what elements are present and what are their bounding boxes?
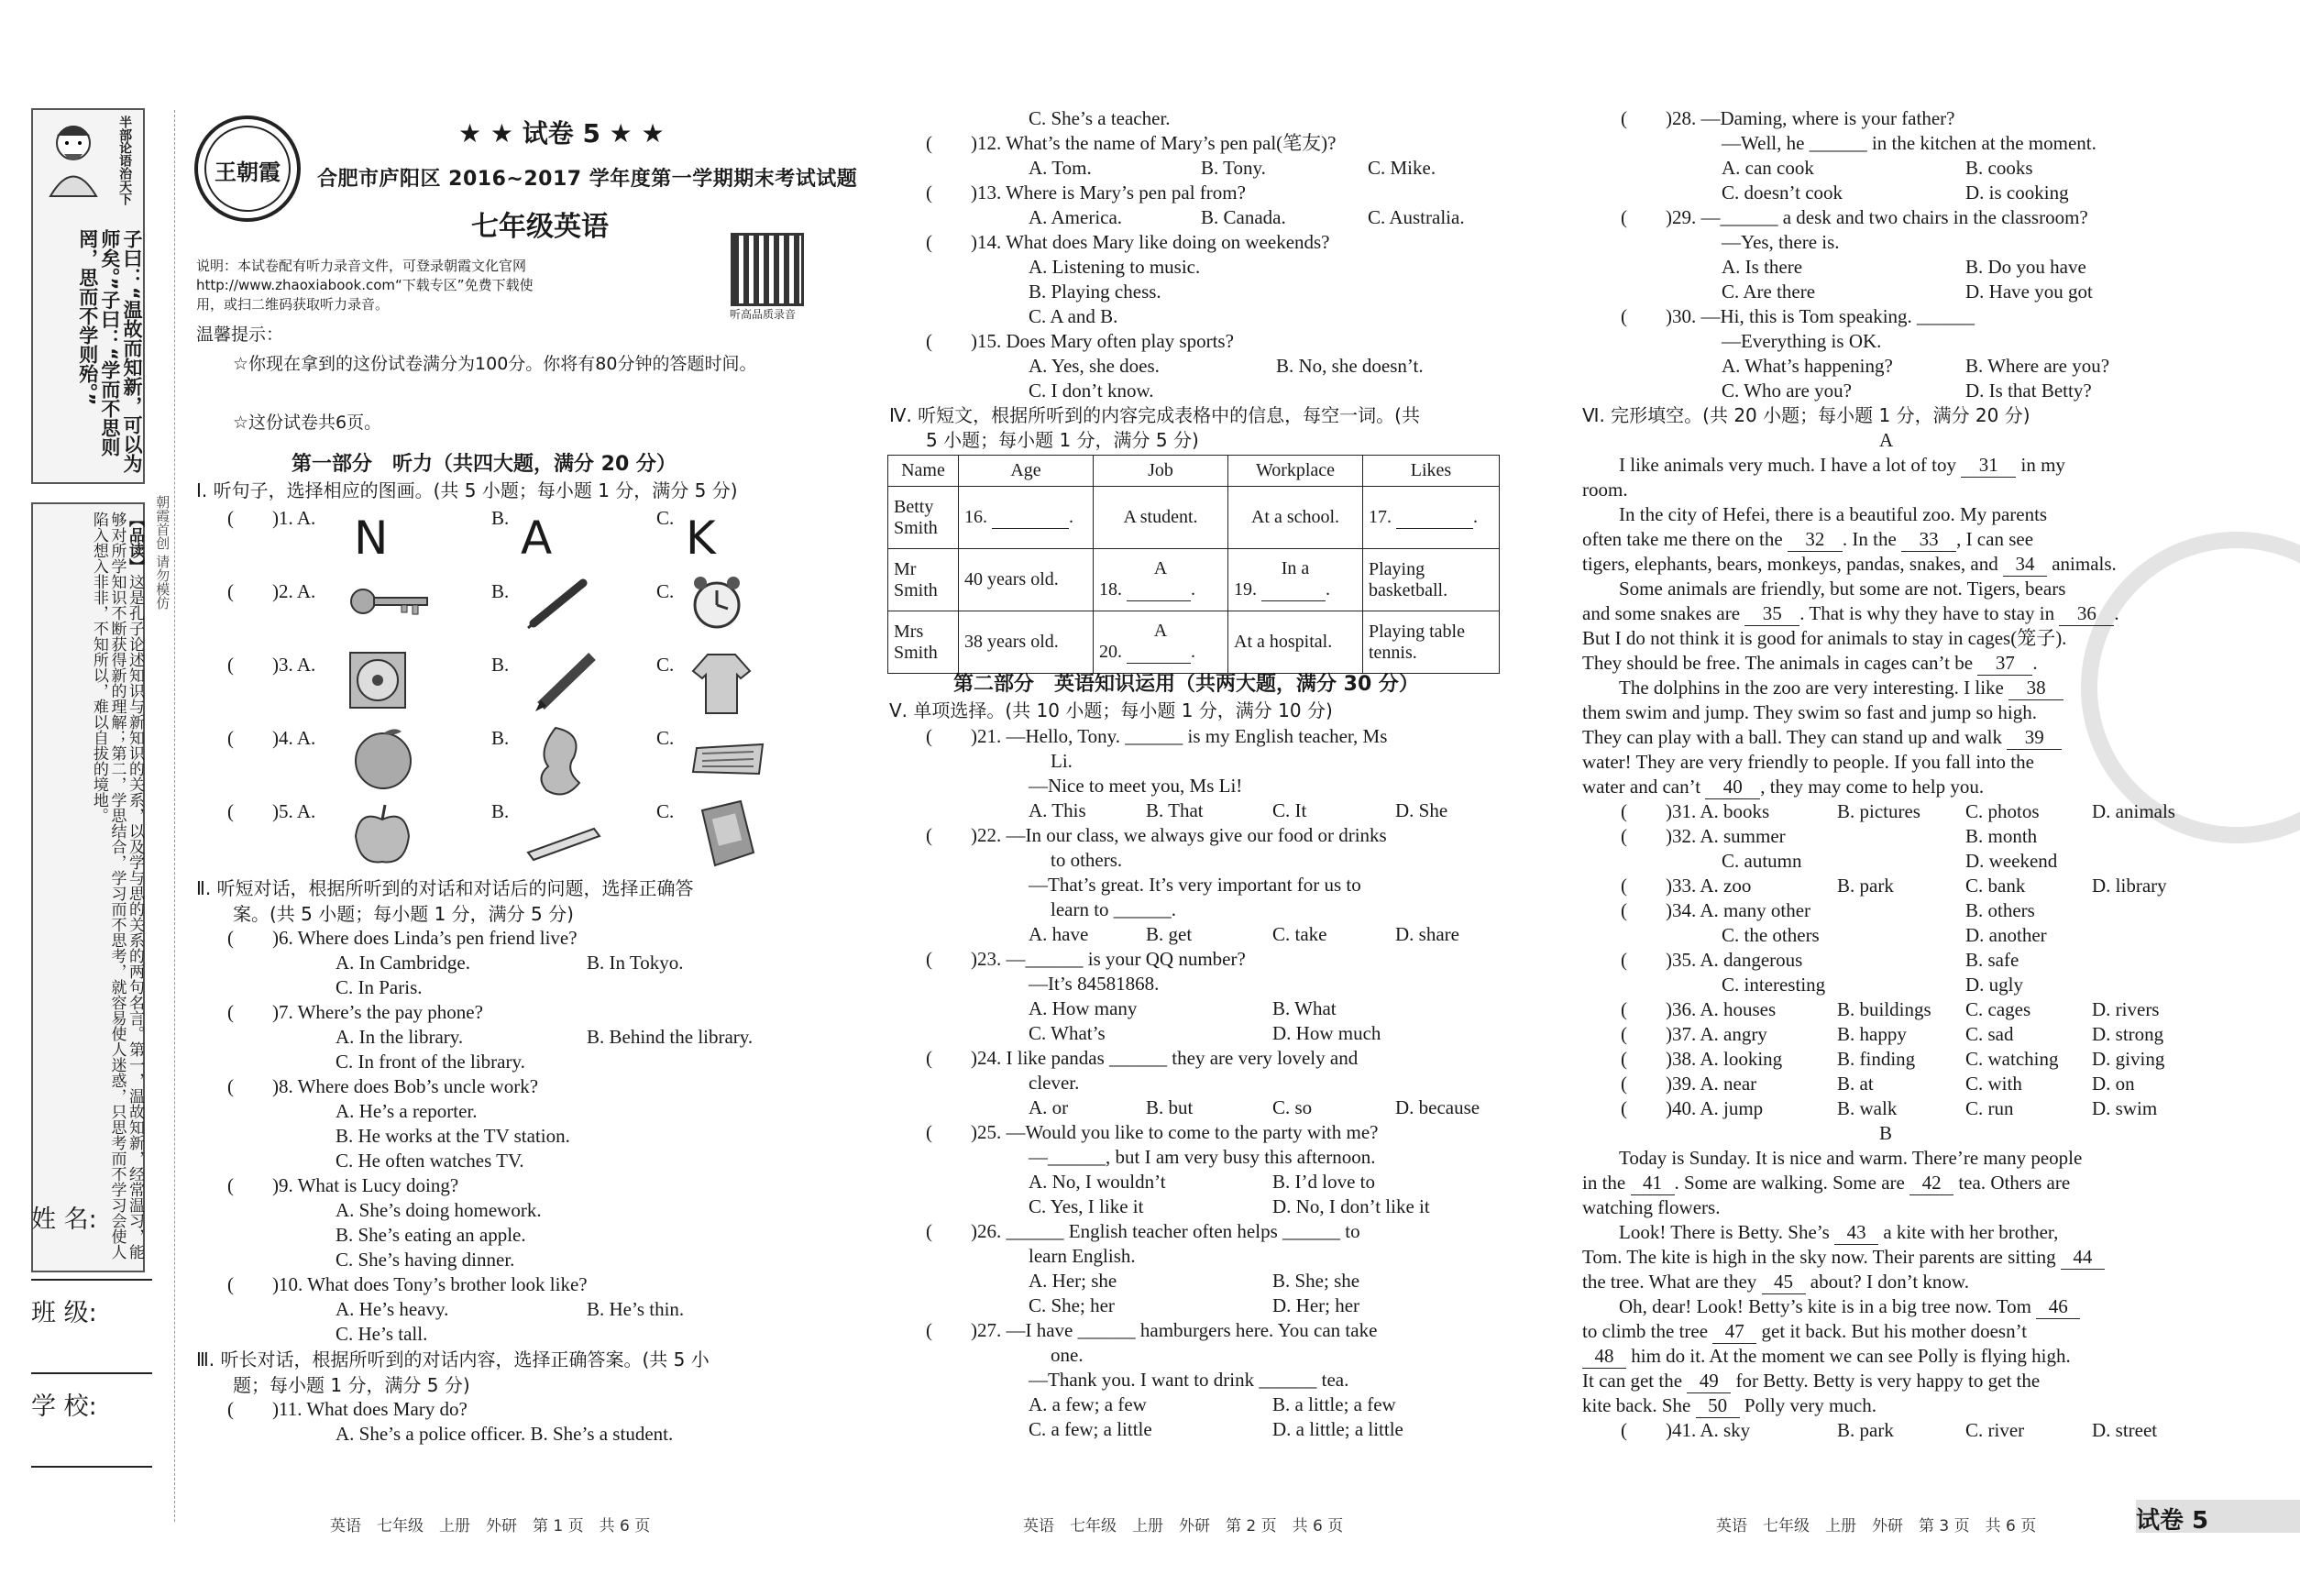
pb-l7: Oh, dear! Look! Betty’s kite is in a big tree now. Tom 46 <box>1619 1294 2080 1319</box>
pb-l10: It can get the 49 for Betty. Betty is very happy to get the <box>1582 1370 2041 1392</box>
q13-a: A. America. <box>1029 206 1123 228</box>
pa-l5: tigers, elephants, bears, monkeys, pandas, snakes, and 34 animals. <box>1582 553 2117 575</box>
tip-2: ☆这份试卷共6页。 <box>233 413 382 433</box>
name-field[interactable] <box>31 1199 160 1281</box>
q13-b: B. Canada. <box>1201 206 1286 228</box>
clock-icon <box>689 574 744 633</box>
confucius-figure <box>37 116 110 198</box>
cell-betty-job: A student. <box>1094 487 1228 549</box>
q26-d: D. Her; her <box>1272 1294 1360 1316</box>
q9-c: C. She’s having dinner. <box>336 1249 515 1271</box>
q32-b: B. month <box>1965 825 2038 847</box>
q36-c: C. cages <box>1965 998 2031 1020</box>
q36: ( )36. A. houses <box>1621 998 1777 1020</box>
pb-l6: the tree. What are they 45 about? I don’t know. <box>1582 1271 1969 1293</box>
q6-b: B. In Tokyo. <box>587 952 684 974</box>
pb-l11: kite back. She 50 Polly very much. <box>1582 1394 1876 1416</box>
q15-a: A. Yes, she does. <box>1029 355 1160 377</box>
q21-c: C. It <box>1272 799 1307 821</box>
q25-reply: —______, but I am very busy this afternoon. <box>1029 1146 1376 1168</box>
q30-a: A. What’s happening? <box>1722 355 1893 377</box>
q39: ( )39. A. near <box>1621 1073 1757 1095</box>
q29: ( )29. —______ a desk and two chairs in the classroom? <box>1621 206 2088 228</box>
q8-c: C. He often watches TV. <box>336 1150 524 1172</box>
mat-icon <box>689 741 766 777</box>
sec6-title: Ⅵ. 完形填空。(共 20 小题；每小题 1 分，满分 20 分) <box>1582 404 2030 426</box>
q28-a: A. can cook <box>1722 157 1814 179</box>
cd-icon <box>348 651 407 710</box>
q7-b: B. Behind the library. <box>587 1026 754 1048</box>
sec4-title-b: 5 小题；每小题 1 分，满分 5 分) <box>926 429 1199 451</box>
q6-a: A. In Cambridge. <box>336 952 470 974</box>
th-likes: Likes <box>1363 456 1500 487</box>
sidebar <box>31 108 145 1465</box>
q23-a: A. How many <box>1029 997 1138 1019</box>
q23-reply: —It’s 84581868. <box>1029 973 1160 995</box>
q1b: B. <box>491 507 510 529</box>
q25: ( )25. —Would you like to come to the party with me? <box>926 1121 1379 1143</box>
q6-c: C. In Paris. <box>336 976 423 998</box>
th-age: Age <box>959 456 1094 487</box>
pa-l7: and some snakes are 35 . That is why they have to stay in 36 . <box>1582 602 2119 624</box>
q29-b: B. Do you have <box>1965 256 2086 278</box>
pa-l8: But I do not think it is good for animals to stay in cages(笼子). <box>1582 627 2067 649</box>
q8-b: B. He works at the TV station. <box>336 1125 570 1147</box>
cell-18[interactable]: A 18. . <box>1094 549 1228 611</box>
sec4-title-a: Ⅳ. 听短文，根据所听到的内容完成表格中的信息，每空一词。(共 <box>889 404 1420 426</box>
apple-icon <box>350 801 414 867</box>
q41: ( )41. A. sky <box>1621 1419 1751 1441</box>
q36-b: B. buildings <box>1837 998 1931 1020</box>
q31-b: B. pictures <box>1837 800 1920 822</box>
q22-a: A. have <box>1029 923 1089 945</box>
pa-l4: often take me there on the 32 . In the 33 , I can see <box>1582 528 2034 550</box>
cell-betty-work: At a school. <box>1228 487 1363 549</box>
q40-d: D. swim <box>2092 1097 2158 1119</box>
school-label: 学 校: <box>31 1392 97 1421</box>
q11-c: C. She’s a teacher. <box>1029 107 1171 129</box>
q29-a: A. Is there <box>1722 256 1803 278</box>
pa-l13: water! They are very friendly to people. If you fall into the <box>1582 751 2034 773</box>
q40-b: B. walk <box>1837 1097 1898 1119</box>
q28-c: C. doesn’t cook <box>1722 182 1843 204</box>
q21-a: A. This <box>1029 799 1086 821</box>
q32-c: C. autumn <box>1722 850 1802 872</box>
q27-d: D. a little; a little <box>1272 1418 1403 1440</box>
q39-c: C. with <box>1965 1073 2022 1095</box>
q38: ( )38. A. looking <box>1621 1048 1783 1070</box>
pb-l5: Tom. The kite is high in the sky now. Their parents are sitting 44 <box>1582 1245 2105 1270</box>
footer-page3: 英语 七年级 上册 外研 第 3 页 共 6 页 <box>1716 1517 2037 1535</box>
pb-l8: to climb the tree 47 get it back. But his mother doesn’t <box>1582 1320 2028 1342</box>
tips-title: 温馨提示： <box>196 325 284 345</box>
pa-l6: Some animals are friendly, but some are not. Tigers, bears <box>1619 578 2066 600</box>
logo <box>193 114 303 224</box>
q41-d: D. street <box>2092 1419 2158 1441</box>
footer-page2: 英语 七年级 上册 外研 第 2 页 共 6 页 <box>1023 1517 1344 1535</box>
copyright-note: 朝霞首创 请勿模仿 <box>154 495 171 610</box>
q1c: C. <box>656 507 675 529</box>
cell-betty: Betty Smith <box>888 487 959 549</box>
q30-c: C. Who are you? <box>1722 380 1852 402</box>
q29-c: C. Are there <box>1722 281 1816 303</box>
q22-c: C. take <box>1272 923 1327 945</box>
dragon-icon <box>528 724 592 803</box>
cell-mr-age: 40 years old. <box>959 549 1094 611</box>
class-field[interactable] <box>31 1293 160 1374</box>
q27-b: B. a little; a few <box>1272 1393 1396 1415</box>
q9-b: B. She’s eating an apple. <box>336 1224 526 1246</box>
q26-b: B. She; she <box>1272 1270 1360 1292</box>
q21: ( )21. —Hello, Tony. ______ is my English teacher, Ms <box>926 725 1388 747</box>
sec2-title-a: Ⅱ. 听短对话，根据所听到的对话和对话后的问题，选择正确答 <box>196 877 694 899</box>
q23-d: D. How much <box>1272 1022 1381 1044</box>
th-workplace: Workplace <box>1228 456 1363 487</box>
pb-l2: in the 41 . Some are walking. Some are 42 tea. Others are <box>1582 1172 2071 1194</box>
letter-n: N <box>354 512 389 565</box>
q24-cont: clever. <box>1029 1072 1080 1094</box>
q5: ( )5. A. <box>227 800 316 822</box>
q24-a: A. or <box>1029 1096 1069 1118</box>
footer-exam-label: 试卷 5 <box>2136 1507 2209 1535</box>
q25-c: C. Yes, I like it <box>1029 1195 1144 1217</box>
q2: ( )2. A. <box>227 580 316 602</box>
q15-b: B. No, she doesn’t. <box>1276 355 1424 377</box>
q26-cont: learn English. <box>1029 1245 1136 1267</box>
q14: ( )14. What does Mary like doing on weekends? <box>926 231 1330 253</box>
q21-b: B. That <box>1146 799 1204 821</box>
pa-l10: The dolphins in the zoo are very interesting. I like 38 <box>1619 676 2063 700</box>
q12: ( )12. What’s the name of Mary’s pen pal(笔友)? <box>926 132 1337 154</box>
q31: ( )31. A. books <box>1621 800 1770 822</box>
q14-a: A. Listening to music. <box>1029 256 1201 278</box>
q40-c: C. run <box>1965 1097 2014 1119</box>
sec5-title: Ⅴ. 单项选择。(共 10 小题；每小题 1 分，满分 10 分) <box>889 699 1333 721</box>
q1: ( )1. A. <box>227 507 316 529</box>
q35-c: C. interesting <box>1722 974 1826 996</box>
q13: ( )13. Where is Mary’s pen pal from? <box>926 182 1246 204</box>
pb-l1: Today is Sunday. It is nice and warm. There’re many people <box>1619 1147 2083 1169</box>
q27-reply: —Thank you. I want to drink ______ tea. <box>1029 1369 1349 1391</box>
q28: ( )28. —Daming, where is your father? <box>1621 107 1955 129</box>
pa-l1: I like animals very much. I have a lot of toy 31 in my <box>1619 454 2065 476</box>
q26-c: C. She; her <box>1029 1294 1115 1316</box>
q10: ( )10. What does Tony’s brother look like? <box>227 1273 588 1295</box>
q7-a: A. In the library. <box>336 1026 464 1048</box>
q28-d: D. is cooking <box>1965 182 2069 204</box>
name-label: 姓 名: <box>31 1205 97 1234</box>
q37-c: C. sad <box>1965 1023 2014 1045</box>
q35-d: D. ugly <box>1965 974 2023 996</box>
pb-l3: watching flowers. <box>1582 1196 1721 1218</box>
q10-c: C. He’s tall. <box>336 1323 428 1345</box>
q4b: B. <box>491 727 510 749</box>
q34-d: D. another <box>1965 924 2047 946</box>
q24-c: C. so <box>1272 1096 1313 1118</box>
q32-d: D. weekend <box>1965 850 2058 872</box>
q21-cont: Li. <box>1051 750 1073 772</box>
q5c: C. <box>656 800 675 822</box>
watermark-seal <box>2081 532 2300 843</box>
cell-20[interactable]: A 20. . <box>1094 611 1228 674</box>
quote-box <box>31 108 145 484</box>
q28-b: B. cooks <box>1965 157 2033 179</box>
cell-mrs-likes: Playing table tennis. <box>1363 611 1500 674</box>
q8-a: A. He’s a reporter. <box>336 1100 478 1122</box>
q28-reply: —Well, he ______ in the kitchen at the moment. <box>1722 132 2096 154</box>
q27: ( )27. —I have ______ hamburgers here. You can take <box>926 1319 1378 1341</box>
q24-b: B. but <box>1146 1096 1194 1118</box>
binding-line <box>174 110 175 1522</box>
pb-l4: Look! There is Betty. She’s 43 a kite with her brother, <box>1619 1221 2059 1243</box>
footer-page1: 英语 七年级 上册 外研 第 1 页 共 6 页 <box>330 1517 651 1535</box>
part1-title: 第一部分 听力（共四大题，满分 20 分） <box>292 453 677 476</box>
q22-cont: to others. <box>1051 849 1123 871</box>
q26: ( )26. ______ English teacher often helps ______ to <box>926 1220 1360 1242</box>
q24-d: D. because <box>1395 1096 1480 1118</box>
cell-mr-smith: Mr Smith <box>888 549 959 611</box>
q22-reply2: learn to ______. <box>1051 898 1177 920</box>
q27-c: C. a few; a little <box>1029 1418 1152 1440</box>
class-label: 班 级: <box>31 1299 97 1327</box>
q37: ( )37. A. angry <box>1621 1023 1767 1045</box>
q23: ( )23. —______ is your QQ number? <box>926 948 1246 970</box>
letter-a: A <box>521 512 553 565</box>
q33: ( )33. A. zoo <box>1621 875 1752 897</box>
q22-d: D. share <box>1395 923 1459 945</box>
q39-d: D. on <box>2092 1073 2135 1095</box>
q3: ( )3. A. <box>227 654 316 676</box>
q11-ab: A. She’s a police officer. B. She’s a student. <box>336 1423 674 1445</box>
book-icon <box>693 798 757 871</box>
pa-l9: They should be free. The animals in cages can’t be 37 . <box>1582 652 2038 674</box>
q23-b: B. What <box>1272 997 1337 1019</box>
exam-title: 合肥市庐阳区 2016~2017 学年度第一学期期末考试试题 <box>317 168 858 191</box>
q23-c: C. What’s <box>1029 1022 1106 1044</box>
q12-c: C. Mike. <box>1368 157 1436 179</box>
q35: ( )35. A. dangerous <box>1621 949 1803 971</box>
q41-c: C. river <box>1965 1419 2025 1441</box>
exam-subject: 七年级英语 <box>471 211 609 243</box>
q4: ( )4. A. <box>227 727 316 749</box>
letter-k: K <box>686 512 716 565</box>
q7-c: C. In front of the library. <box>336 1051 525 1073</box>
q12-a: A. Tom. <box>1029 157 1092 179</box>
q22-reply: —That’s great. It’s very important for us to <box>1029 874 1361 896</box>
q25-a: A. No, I wouldn’t <box>1029 1171 1166 1193</box>
q36-d: D. rivers <box>2092 998 2160 1020</box>
cell-mr-likes: Playing basketball. <box>1363 549 1500 611</box>
pindu-label: 【品读】 <box>126 512 144 574</box>
pa-l11: them swim and jump. They swim so fast and jump so high. <box>1582 701 2038 723</box>
q33-b: B. park <box>1837 875 1894 897</box>
cell-19[interactable]: In a 19. . <box>1228 549 1363 611</box>
q26-a: A. Her; she <box>1029 1270 1117 1292</box>
exam-label: ★ ★ 试卷 5 ★ ★ <box>458 118 665 149</box>
qr-caption: 听高品质录音 <box>730 308 797 321</box>
cell-16[interactable]: 16. . <box>959 487 1094 549</box>
sweater-icon <box>689 649 754 715</box>
q3b: B. <box>491 654 510 676</box>
cell-mrs-smith: Mrs Smith <box>888 611 959 674</box>
q9: ( )9. What is Lucy doing? <box>227 1174 459 1196</box>
pa-l12: They can play with a ball. They can stand up and walk 39 <box>1582 725 2062 750</box>
sec3-title-a: Ⅲ. 听长对话，根据所听到的对话内容，选择正确答案。(共 5 小 <box>196 1348 710 1370</box>
sec1-title: Ⅰ. 听句子，选择相应的图画。(共 5 小题；每小题 1 分，满分 5 分) <box>196 479 738 501</box>
q11: ( )11. What does Mary do? <box>227 1398 468 1420</box>
q10-a: A. He’s heavy. <box>336 1298 449 1320</box>
q9-a: A. She’s doing homework. <box>336 1199 542 1221</box>
q5b: B. <box>491 800 510 822</box>
pb-l9: 48 him do it. At the moment we can see Polly is flying high. <box>1582 1344 2071 1369</box>
q14-b: B. Playing chess. <box>1029 281 1161 303</box>
q10-b: B. He’s thin. <box>587 1298 685 1320</box>
pa-l14: water and can’t 40 , they may come to help you. <box>1582 776 1985 798</box>
q30-d: D. Is that Betty? <box>1965 380 2092 402</box>
q4c: C. <box>656 727 675 749</box>
q31-d: D. animals <box>2092 800 2175 822</box>
q6: ( )6. Where does Linda’s pen friend live? <box>227 927 578 949</box>
pa-l3: In the city of Hefei, there is a beautiful zoo. My parents <box>1619 503 2048 525</box>
q15-c: C. I don’t know. <box>1029 380 1154 402</box>
key-icon <box>348 583 431 620</box>
q37-b: B. happy <box>1837 1023 1907 1045</box>
ruler-icon <box>524 825 601 862</box>
cell-mrs-age: 38 years old. <box>959 611 1094 674</box>
q3c: C. <box>656 654 675 676</box>
logo-text: 王朝霞 <box>215 160 281 185</box>
pindu-text: 这是孔子论述知识与新知识的关系，以及学与思的关系的两句名言。第一，温故知新，经常温习，能够对所学知识不断获得新的理解；第二，学思结合，学习而不思考，就容易使人迷惑，只思考而不学习会使人陷入想入非非，不知所以，难以自拔的境地。 <box>89 512 144 1260</box>
q34: ( )34. A. many other <box>1621 899 1811 921</box>
q33-c: C. bank <box>1965 875 2026 897</box>
q37-d: D. strong <box>2092 1023 2164 1045</box>
q25-d: D. No, I don’t like it <box>1272 1195 1430 1217</box>
q31-c: C. photos <box>1965 800 2040 822</box>
q24: ( )24. I like pandas ______ they are very lovely and <box>926 1047 1359 1069</box>
th-name: Name <box>888 456 959 487</box>
passage-b-label: B <box>1879 1122 1893 1144</box>
q32: ( )32. A. summer <box>1621 825 1786 847</box>
passage-a-label: A <box>1879 429 1894 451</box>
pen-icon <box>526 578 590 629</box>
exam-note: 说明：本试卷配有听力录音文件，可登录朝霞文化官网 http://www.zhaoxiabook.com“下载专区”免费下载使 用，或扫二维码获取听力录音。 <box>196 258 534 313</box>
q25-b: B. I’d love to <box>1272 1171 1375 1193</box>
sidebar-quote: 子曰：“温故而知新，可以为师矣。”子曰：“学而不思则罔，思而不学则殆。” <box>76 229 143 473</box>
pindu-box <box>31 502 145 1272</box>
pa-l2: room. <box>1582 479 1628 501</box>
sec3-title-b: 题；每小题 1 分，满分 5 分) <box>233 1374 470 1396</box>
q33-d: D. library <box>2092 875 2167 897</box>
q41-b: B. park <box>1837 1419 1894 1441</box>
q22-b: B. get <box>1146 923 1193 945</box>
q30: ( )30. —Hi, this is Tom speaking. ______ <box>1621 305 1975 327</box>
sidebar-quote-top: 半部论语治天下 <box>117 116 133 205</box>
q39-b: B. at <box>1837 1073 1874 1095</box>
q38-d: D. giving <box>2092 1048 2165 1070</box>
q34-c: C. the others <box>1722 924 1820 946</box>
q2b: B. <box>491 580 510 602</box>
q35-b: B. safe <box>1965 949 2019 971</box>
q29-reply: —Yes, there is. <box>1722 231 1840 253</box>
sec2-title-b: 案。(共 5 小题；每小题 1 分，满分 5 分) <box>233 903 574 925</box>
q38-b: B. finding <box>1837 1048 1916 1070</box>
q14-c: C. A and B. <box>1029 305 1118 327</box>
q7: ( )7. Where’s the pay phone? <box>227 1001 483 1023</box>
q27-a: A. a few; a few <box>1029 1393 1147 1415</box>
q30-b: B. Where are you? <box>1965 355 2110 377</box>
q2c: C. <box>656 580 675 602</box>
info-table <box>887 455 1500 674</box>
q21-reply: —Nice to meet you, Ms Li! <box>1029 775 1243 797</box>
cell-17[interactable]: 17. . <box>1363 487 1500 549</box>
school-field[interactable] <box>31 1386 160 1468</box>
q21-d: D. She <box>1395 799 1448 821</box>
q12-b: B. Tony. <box>1201 157 1266 179</box>
q34-b: B. others <box>1965 899 2035 921</box>
q30-reply: —Everything is OK. <box>1722 330 1882 352</box>
q13-c: C. Australia. <box>1368 206 1465 228</box>
orange-icon <box>350 724 416 790</box>
q38-c: C. watching <box>1965 1048 2059 1070</box>
part2-title: 第二部分 英语知识运用（共两大题，满分 30 分） <box>953 673 1419 696</box>
q40: ( )40. A. jump <box>1621 1097 1764 1119</box>
tip-1: ☆你现在拿到的这份试卷满分为100分。你将有80分钟的答题时间。 <box>233 354 757 374</box>
q8: ( )8. Where does Bob’s uncle work? <box>227 1075 539 1097</box>
qr-code[interactable] <box>731 233 804 306</box>
q22: ( )22. —In our class, we always give our food or drinks <box>926 824 1387 846</box>
cell-mrs-work: At a hospital. <box>1228 611 1363 674</box>
pencil-icon <box>532 649 600 713</box>
q27-cont: one. <box>1051 1344 1084 1366</box>
th-job: Job <box>1094 456 1228 487</box>
q15: ( )15. Does Mary often play sports? <box>926 330 1234 352</box>
q29-d: D. Have you got <box>1965 281 2093 303</box>
